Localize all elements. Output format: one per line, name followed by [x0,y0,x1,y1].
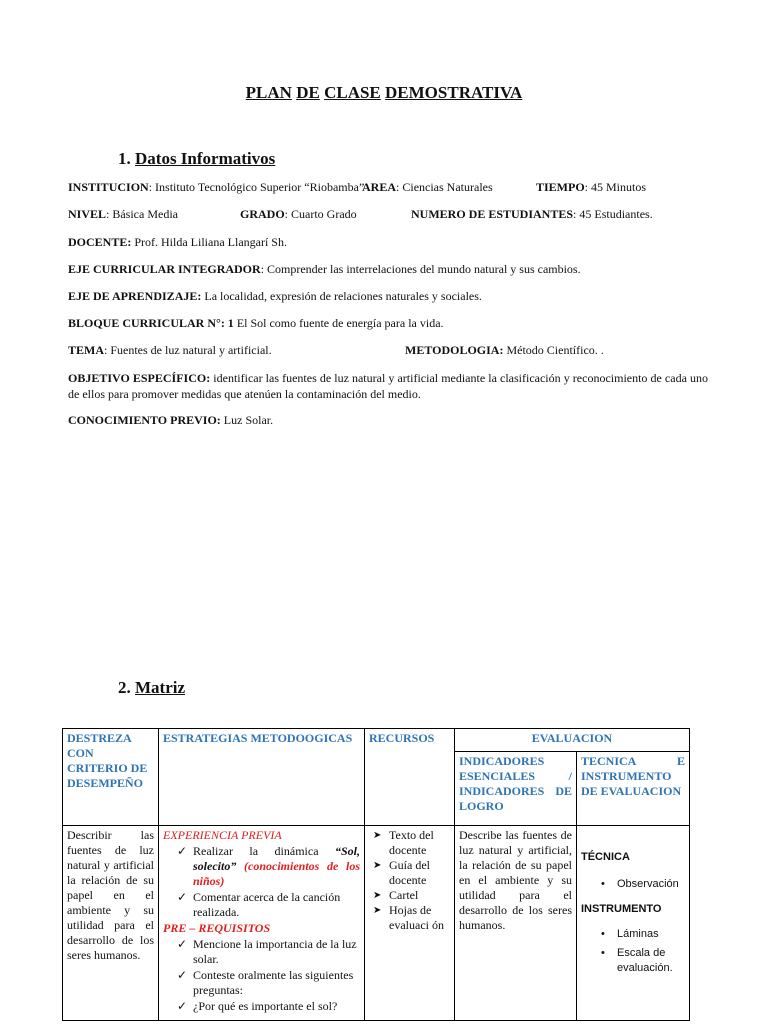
tecnica-list [581,877,685,892]
conocimiento-label: CONOCIMIENTO PREVIO: [68,413,221,427]
header-indicadores: INDICADORES ESENCIALES / INDICADORES DE LOGRO [455,752,577,826]
list-item [373,858,450,888]
instrumento-list [581,927,685,976]
title-word: CLASE [324,83,381,102]
text: ¿Por qué es importante el sol? [193,999,338,1013]
table-row [63,826,690,1021]
info-nivel [68,207,178,222]
bloque-value: El Sol como fuente de energía para la vida. [233,316,444,330]
header-tecnica: TECNICA E INSTRUMENTO DE EVALUACION [577,752,690,826]
check-icon: ✓ [177,968,188,982]
institucion-label: INSTITUCION [68,180,149,194]
header-recursos: RECURSOS [365,729,455,826]
tema-label: TEMA [68,343,104,357]
table-header-row [63,729,690,752]
tiempo-label: TIEMPO [536,180,585,194]
bloque-label: BLOQUE CURRICULAR N°: 1 [68,316,234,330]
numero-label: NUMERO DE ESTUDIANTES [411,207,574,221]
estrategias-list-1 [163,844,360,920]
info-numero [411,207,653,222]
text: Conteste oralmente las siguientes preguntas: [193,968,354,997]
text: Realizar la dinámica [193,844,335,858]
docente-label: DOCENTE: [68,235,132,249]
text: Cartel [389,888,419,902]
list-item [177,968,360,998]
eje-aprendizaje-label: EJE DE APRENDIZAJE: [68,289,202,303]
instrumento-label: INSTRUMENTO [581,903,662,915]
cell-tecnica [577,826,690,1021]
prerequisitos-heading: PRE – REQUISITOS [163,921,271,935]
header-destreza: DESTREZA CON CRITERIO DE DESEMPEÑO [63,729,159,826]
dinamica-name: “Sol, solecito” [193,844,360,873]
list-item [601,877,685,892]
area-label: AREA [362,180,397,194]
arrow-icon: ➤ [373,830,382,841]
text: Escala de evaluación. [617,947,673,974]
info-eje-aprendizaje [68,289,482,304]
info-docente [68,235,287,250]
cell-recursos [365,826,455,1021]
check-icon: ✓ [177,890,188,904]
arrow-icon: ➤ [373,860,382,871]
arrow-icon: ➤ [373,890,382,901]
objetivo-value: identificar las fuentes de luz natural y artificial mediante la clasificación y reconocimiento de cada uno de ellos para promover medidas que atenúen la contaminación del medio. [68,371,708,401]
conocimiento-value: Luz Solar. [220,413,274,427]
check-icon: ✓ [177,999,188,1013]
title-word: DE [296,83,320,102]
info-conocimiento [68,413,273,428]
list-item [373,828,450,858]
eje-aprendizaje-value: La localidad, expresión de relaciones naturales y sociales. [201,289,482,303]
title-word: DEMOSTRATIVA [385,83,523,102]
nivel-value: : Básica Media [106,207,178,221]
bullet-icon: • [601,878,605,890]
list-item [601,946,685,976]
list-item [373,888,450,903]
info-area [362,180,493,195]
check-icon: ✓ [177,844,188,858]
matrix-table [62,728,690,1021]
info-line-institucion [68,180,364,195]
metodologia-value: Método Científico. . [503,343,604,357]
section-number: 1. [118,149,131,168]
list-item [177,999,360,1014]
cell-indicador: Describe las fuentes de luz natural y artificial, la relación de su papel en el ambiente y su utilidad para el desarrollo de los seres humanos. [455,826,577,1021]
grado-value: : Cuarto Grado [284,207,357,221]
bullet-icon: • [601,947,605,959]
info-tema [68,343,272,358]
header-evaluacion: EVALUACION [455,729,690,752]
text: Texto del docente [389,828,434,857]
info-grado [240,207,357,222]
tiempo-value: : 45 Minutos [584,180,647,194]
title-word: PLAN [245,83,292,102]
header-estrategias: ESTRATEGIAS METODOOGICAS [159,729,365,826]
nivel-label: NIVEL [68,207,107,221]
dinamica-note: (conocimientos de los niños) [193,859,360,888]
tema-value: : Fuentes de luz natural y artificial. [104,343,272,357]
bullet-icon: • [601,928,605,940]
text: Comentar acerca de la canción realizada. [193,890,341,919]
page-title [0,83,768,103]
numero-value: : 45 Estudiantes. [573,207,653,221]
cell-estrategias [159,826,365,1021]
list-item [177,844,360,889]
experiencia-previa-heading: EXPERIENCIA PREVIA [163,828,282,842]
objetivo-label: OBJETIVO ESPECÍFICO: [68,371,211,385]
section-heading-matriz [118,678,185,698]
metodologia-label: METODOLOGIA: [405,343,504,357]
tecnica-label: TÉCNICA [581,851,630,863]
cell-destreza: Describir las fuentes de luz natural y artificial la relación de su papel en el ambiente y su utilidad para el desarrollo de los seres humanos. [63,826,159,1021]
list-item [177,937,360,967]
section-label: Matriz [135,678,186,697]
list-item [177,890,360,920]
docente-value: Prof. Hilda Liliana Llangarí Sh. [131,235,287,249]
text: Láminas [617,928,659,940]
eje-curricular-value: : Comprender las interrelaciones del mundo natural y sus cambios. [260,262,581,276]
grado-label: GRADO [240,207,285,221]
info-tiempo [536,180,646,195]
info-objetivo [68,370,708,402]
list-item [373,903,450,933]
arrow-icon: ➤ [373,905,382,916]
section-label: Datos Informativos [135,149,276,168]
text: Hojas de evaluaci ón [389,903,444,932]
recursos-list [369,828,450,933]
section-heading-datos [118,149,275,169]
info-eje-curricular [68,262,581,277]
text: Guía del docente [389,858,430,887]
institucion-value: : Instituto Tecnológico Superior “Riobamba” [148,180,365,194]
check-icon: ✓ [177,937,188,951]
info-bloque [68,316,444,331]
text: Mencione la importancia de la luz solar. [193,937,357,966]
list-item [601,927,685,942]
eje-curricular-label: EJE CURRICULAR INTEGRADOR [68,262,261,276]
area-value: : Ciencias Naturales [396,180,493,194]
section-number: 2. [118,678,131,697]
text: Observación [617,878,679,890]
info-metodologia [405,343,604,358]
estrategias-list-2 [163,937,360,1014]
